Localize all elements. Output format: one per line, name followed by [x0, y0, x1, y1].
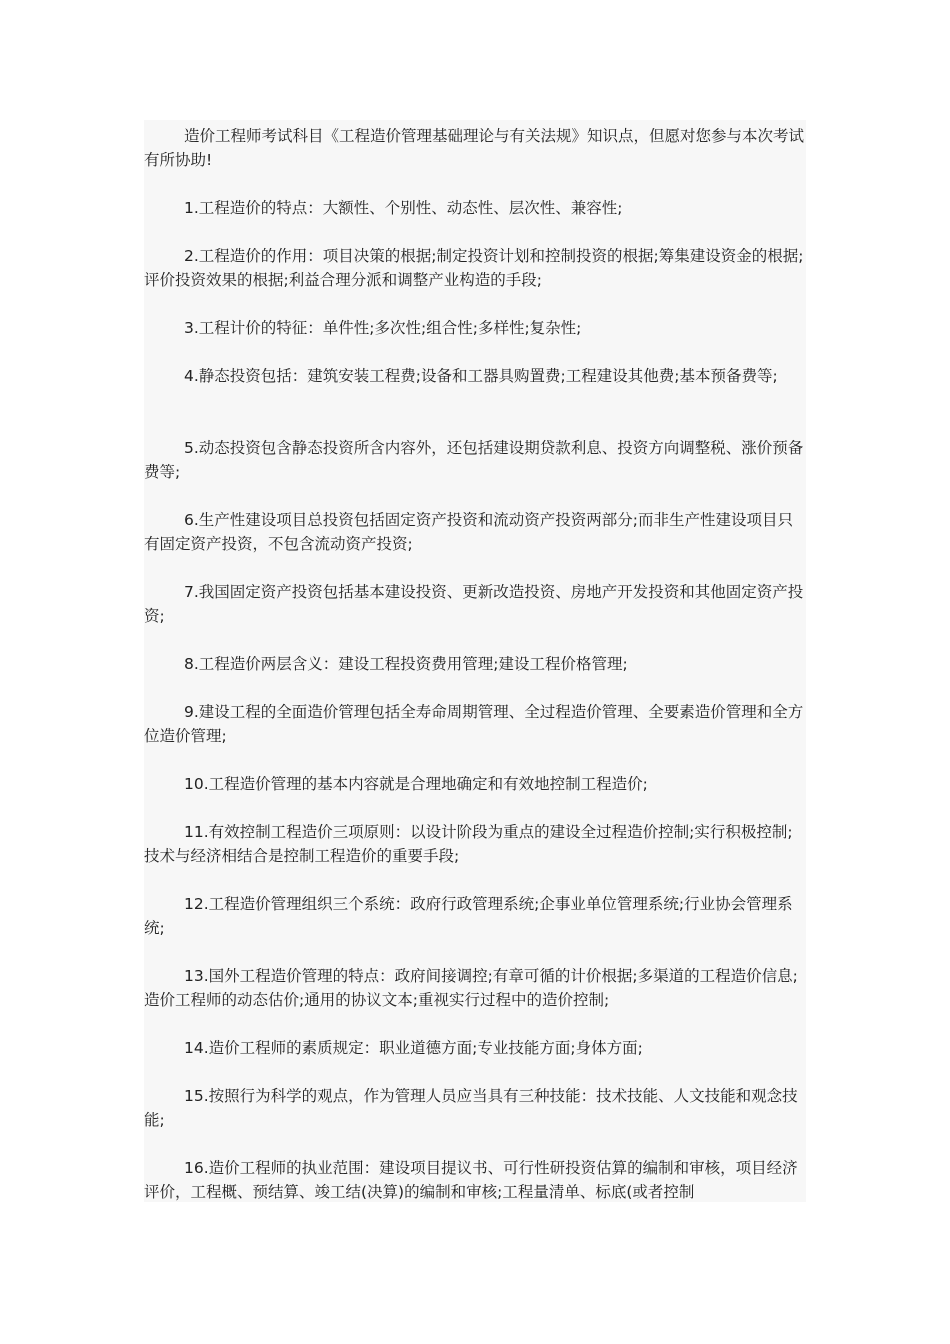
list-item: 15.按照行为科学的观点，作为管理人员应当具有三种技能：技术技能、人文技能和观念技能;: [144, 1087, 798, 1129]
document-body: [144, 120, 806, 1202]
list-item: 16.造价工程师的执业范围：建设项目提议书、可行性研投资估算的编制和审核，项目经济评价，工程概、预结算、竣工结(决算)的编制和审核;工程量清单、标底(或者控制: [144, 1159, 798, 1201]
intro-paragraph: 造价工程师考试科目《工程造价管理基础理论与有关法规》知识点，但愿对您参与本次考试有所协助!: [144, 127, 805, 169]
list-item: 3.工程计价的特征：单件性;多次性;组合性;多样性;复杂性;: [184, 319, 582, 337]
list-item: 1.工程造价的特点：大额性、个别性、动态性、层次性、兼容性;: [184, 199, 623, 217]
list-item: 9.建设工程的全面造价管理包括全寿命周期管理、全过程造价管理、全要素造价管理和全方位造价管理;: [144, 703, 804, 745]
list-item: 10.工程造价管理的基本内容就是合理地确定和有效地控制工程造价;: [184, 775, 648, 793]
list-item: 14.造价工程师的素质规定：职业道德方面;专业技能方面;身体方面;: [184, 1039, 643, 1057]
list-item: 5.动态投资包含静态投资所含内容外，还包括建设期贷款利息、投资方向调整税、涨价预备费等;: [144, 439, 804, 481]
list-item: 7.我国固定资产投资包括基本建设投资、更新改造投资、房地产开发投资和其他固定资产投资;: [144, 583, 804, 625]
list-item: 8.工程造价两层含义：建设工程投资费用管理;建设工程价格管理;: [184, 655, 628, 673]
list-item: 4.静态投资包括：建筑安装工程费;设备和工器具购置费;工程建设其他费;基本预备费等;: [184, 367, 778, 385]
list-item: 2.工程造价的作用：项目决策的根据;制定投资计划和控制投资的根据;筹集建设资金的根据;评价投资效果的根据;利益合理分派和调整产业构造的手段;: [144, 247, 804, 289]
list-item: 6.生产性建设项目总投资包括固定资产投资和流动资产投资两部分;而非生产性建设项目只有固定资产投资，不包含流动资产投资;: [144, 511, 794, 553]
list-item: 12.工程造价管理组织三个系统：政府行政管理系统;企事业单位管理系统;行业协会管理系统;: [144, 895, 793, 937]
list-item: 11.有效控制工程造价三项原则：以设计阶段为重点的建设全过程造价控制;实行积极控制;技术与经济相结合是控制工程造价的重要手段;: [144, 823, 793, 865]
list-item: 13.国外工程造价管理的特点：政府间接调控;有章可循的计价根据;多渠道的工程造价信息;造价工程师的动态估价;通用的协议文本;重视实行过程中的造价控制;: [144, 967, 798, 1009]
